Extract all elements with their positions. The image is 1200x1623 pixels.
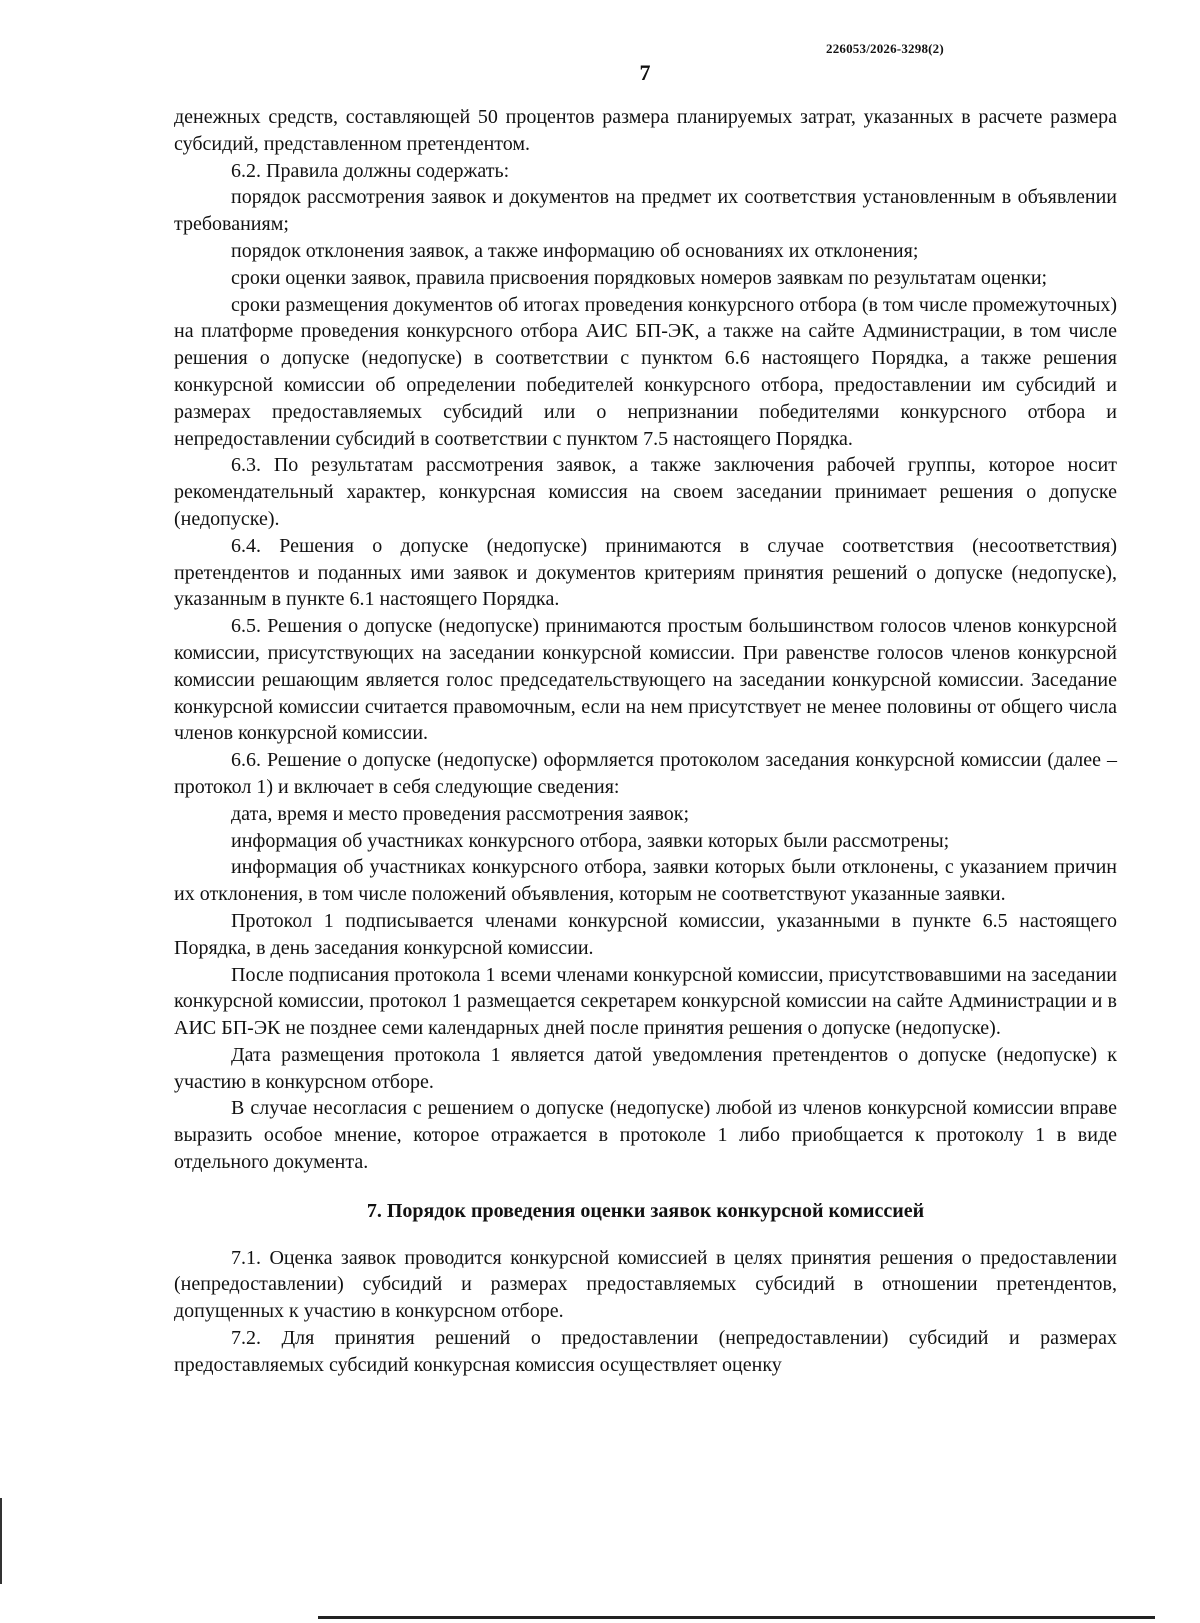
paragraph: порядок рассмотрения заявок и документов на предмет их соответствия установленным в объявлении требованиям;: [174, 186, 1117, 236]
document-body: [174, 104, 1117, 1379]
paragraph: сроки оценки заявок, правила присвоения порядковых номеров заявкам по результатам оценки;: [231, 266, 1048, 289]
paragraph: сроки размещения документов об итогах проведения конкурсного отбора (в том числе промежуточных) на платформе проведения конкурсного отбора АИС БП-ЭК, а также на сайте Администрации, в том числе решения о допуске (недопуске) в соответствии с пунктом 6.6 настоящего Порядка, а также решения конкурсной комиссии об определении победителей конкурсного отбора, предоставлении им субсидий и размерах предоставляемых субсидий или о непризнании победителями конкурсного отбора и непредоставлении субсидий в соответствии с пунктом 7.5 настоящего Порядка.: [174, 293, 1117, 450]
section-6-text: [174, 104, 1117, 1176]
section-7-heading: 7. Порядок проведения оценки заявок конкурсной комиссией: [366, 1199, 925, 1222]
paragraph: 6.2. Правила должны содержать:: [231, 159, 510, 182]
paragraph: порядок отклонения заявок, а также информацию об основаниях их отклонения;: [231, 239, 919, 262]
scan-edge-mark: [0, 1498, 2, 1584]
paragraph: 6.3. По результатам рассмотрения заявок, а также заключения рабочей группы, которое носит рекомендательный характер, конкурсная комиссия на своем заседании принимает решения о допуске (недопуске).: [174, 454, 1117, 530]
section-7-text: [174, 1245, 1117, 1379]
paragraph: 7.2. Для принятия решений о предоставлении (непредоставлении) субсидий и размерах предоставляемых субсидий конкурсная комиссия осуществляет оценку: [174, 1327, 1117, 1376]
paragraph: После подписания протокола 1 всеми членами конкурсной комиссии, присутствовавшими на заседании конкурсной комиссии, протокол 1 размещается секретарем конкурсной комиссии на сайте Администрации и в АИС БП-ЭК не позднее семи календарных дней после принятия решения о допуске (недопуске).: [174, 963, 1117, 1040]
paragraph: 7.1. Оценка заявок проводится конкурсной комиссией в целях принятия решения о предоставлении (непредоставлении) субсидий и размерах предоставляемых субсидий в отношении претендентов, допущенных к участию в конкурсном отборе.: [174, 1246, 1117, 1323]
paragraph: 6.4. Решения о допуске (недопуске) принимаются в случае соответствия (несоответствия) претендентов и поданных ими заявок и документов критериям принятия решений о допуске (недопуске), указанным в пункте 6.1 настоящего Порядка.: [174, 534, 1117, 611]
paragraph: информация об участниках конкурсного отбора, заявки которых были рассмотрены;: [231, 829, 950, 852]
paragraph: информация об участниках конкурсного отбора, заявки которых были отклонены, с указанием причин их отклонения, в том числе положений объявления, которым не соответствуют указанные заявки.: [174, 856, 1117, 906]
paragraph: дата, время и место проведения рассмотрения заявок;: [231, 802, 690, 825]
paragraph: 6.6. Решение о допуске (недопуске) оформляется протоколом заседания конкурсной комиссии (далее – протокол 1) и включает в себя следующие сведения:: [174, 749, 1117, 798]
paragraph: денежных средств, составляющей 50 процентов размера планируемых затрат, указанных в расчете размера субсидий, представленном претендентом.: [174, 106, 1117, 155]
paragraph: Протокол 1 подписывается членами конкурсной комиссии, указанными в пункте 6.5 настоящего Порядка, в день заседания конкурсной комиссии.: [174, 909, 1117, 959]
page-number: 7: [639, 60, 651, 85]
document-registration-code: 226053/2026-3298(2): [826, 41, 944, 56]
paragraph: Дата размещения протокола 1 является датой уведомления претендентов о допуске (недопуске) к участию в конкурсном отборе.: [174, 1043, 1117, 1093]
page-bottom-rule: [318, 1616, 1155, 1619]
paragraph: 6.5. Решения о допуске (недопуске) принимаются простым большинством голосов членов конкурсной комиссии, присутствующих на заседании конкурсной комиссии. При равенстве голосов членов конкурсной комиссии решающим является голос председательствующего на заседании конкурсной комиссии. Заседание конкурсной комиссии считается правомочным, если на нем присутствует не менее половины от общего числа членов конкурсной комиссии.: [174, 615, 1117, 745]
paragraph: В случае несогласия с решением о допуске (недопуске) любой из членов конкурсной комиссии вправе выразить особое мнение, которое отражается в протоколе 1 либо приобщается к протоколу 1 в виде отдельного документа.: [174, 1097, 1117, 1174]
